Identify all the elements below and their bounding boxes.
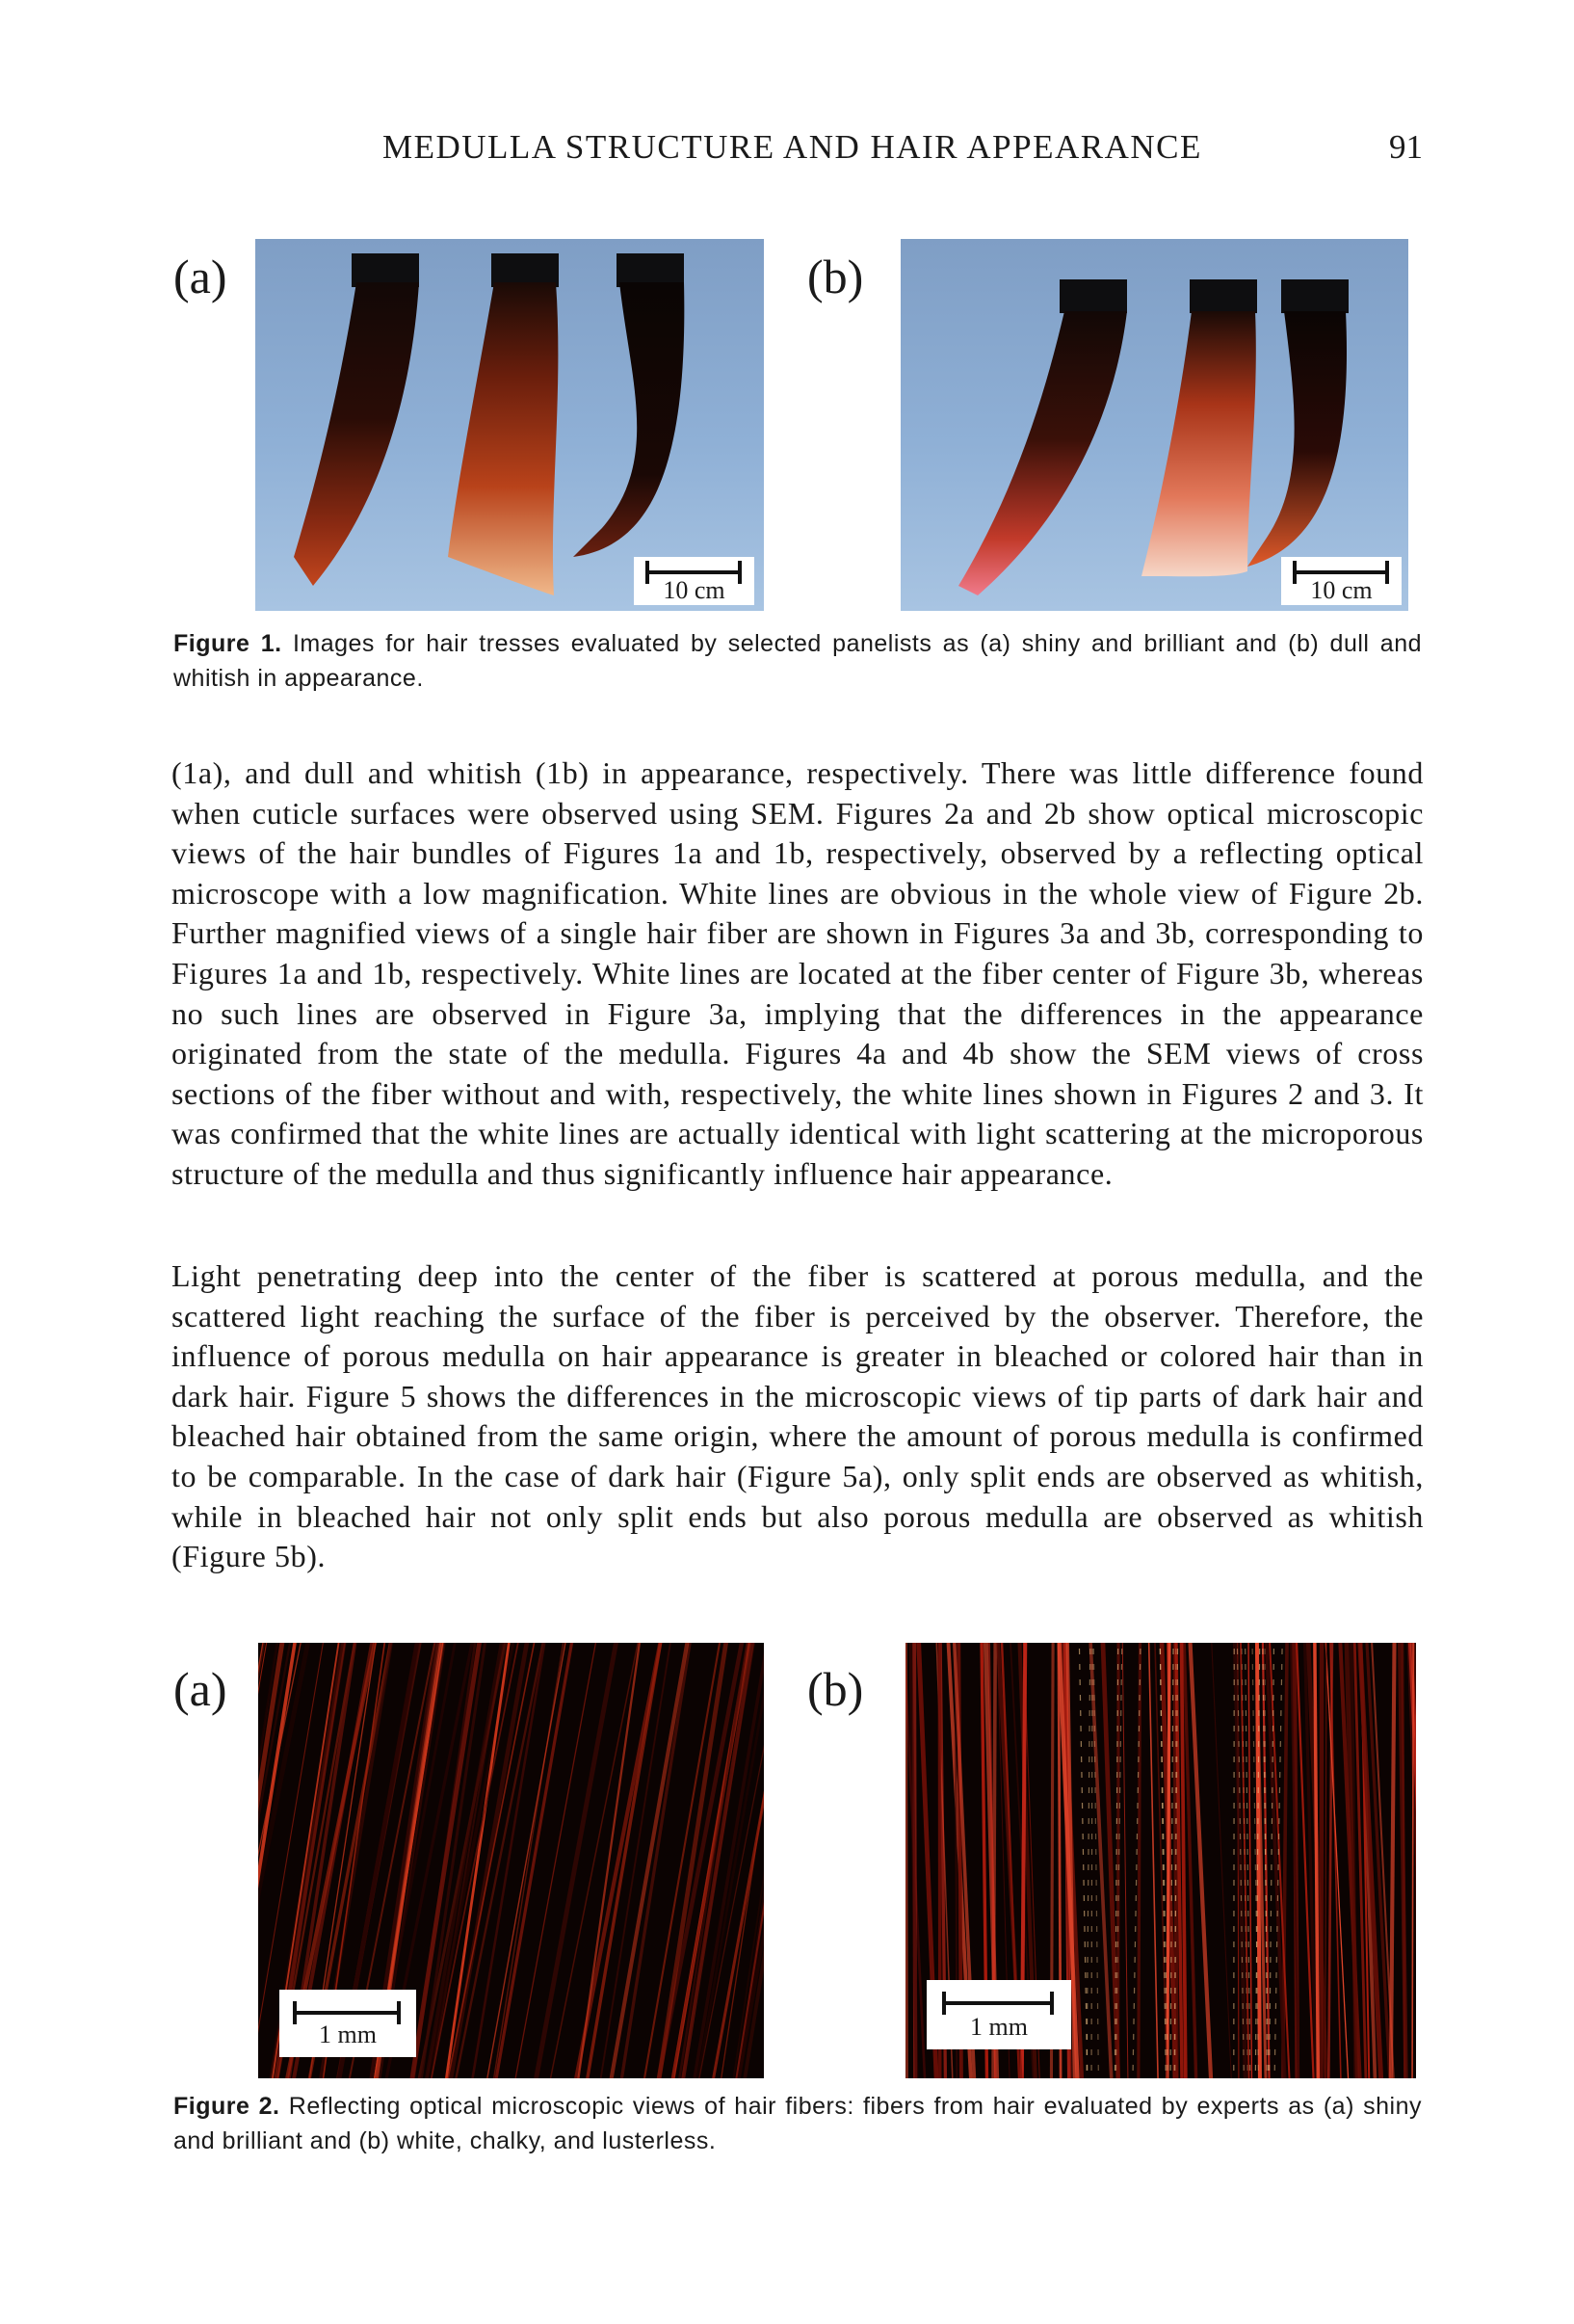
figure1-scale-b	[1281, 557, 1402, 605]
figure1-panel-b-label: (b)	[807, 250, 864, 304]
fiber-streak	[1400, 1643, 1405, 2078]
fiber-streak	[1139, 1643, 1141, 2078]
figure1-caption-label: Figure 1.	[173, 630, 282, 657]
fiber-streak	[1103, 1643, 1119, 2078]
scale-label: 1 mm	[970, 2013, 1028, 2041]
fiber-streak	[1211, 1643, 1231, 2078]
fiber-streak	[485, 1643, 567, 2078]
figure2-caption-label: Figure 2.	[173, 2093, 280, 2120]
hair-tresses-shiny-image	[255, 239, 764, 611]
fiber-streak	[1248, 1643, 1252, 2078]
page-number: 91	[1389, 128, 1423, 166]
figure2-caption-text: Reflecting optical microscopic views of hair fibers: fibers from hair evaluated by experts as (a) shiny and brilliant and (b) white, chalky, and lusterless.	[173, 2093, 1423, 2154]
figure1-caption	[173, 626, 1422, 696]
medulla-white-line	[1087, 1643, 1090, 2078]
figure1-scale-a	[634, 557, 754, 605]
figure2-scale-b	[927, 1980, 1071, 2049]
hair-tresses-dull-image	[901, 239, 1408, 611]
figure1-photo-a	[255, 239, 764, 611]
figure1-photo-b	[901, 239, 1408, 611]
body-paragraph-1: (1a), and dull and whitish (1b) in appearance, respectively. There was little difference found when cuticle surfaces were observed using SEM. Figures 2a and 2b show optical microscopic views of the hair bundles of Figures 1a and 1b, respectively, observed by a reflecting optical microscope with a low magnification. White lines are obvious in the whole view of Figure 2b. Further magnified views of a single hair fiber are shown in Figures 3a and 3b, corresponding to Figures 1a and 1b, respectively. White lines are located at the fiber center of Figure 3b, whereas no such lines are observed in Figure 3a, implying that the differences in the appearance originated from the state of the medulla. Figures 4a and 4b show the SEM views of cross sections of the fiber without and with, respectively, the white lines shown in Figures 2 and 3. It was confirmed that the white lines are actually identical with light scattering at the microporous structure of the medulla and thus significantly influence hair appearance.	[171, 755, 1424, 1191]
figure2-caption	[173, 2089, 1422, 2158]
fiber-streak	[1325, 1643, 1326, 2078]
figure2-scale-a	[279, 1990, 416, 2057]
body-paragraph-2: Light penetrating deep into the center of the fiber is scattered at porous medulla, and the scattered light reaching the surface of the fiber is perceived by the observer. Therefore, the influence of porous medulla on hair appearance is greater in bleached or colored hair than in dark hair. Figure 5 shows the differences in the microscopic views of tip parts of dark hair and bleached hair obtained from the same origin, where the amount of porous medulla is confirmed to be comparable. In the case of dark hair (Figure 5a), only split ends are observed as whitish, while in bleached hair not only split ends but also porous medulla are observed as whitish (Figure 5b).	[171, 1258, 1424, 1574]
fiber-streak	[906, 1643, 907, 2078]
fiber-streak	[1391, 1643, 1395, 2078]
scale-bar	[645, 570, 742, 574]
fiber-streak	[1167, 1643, 1169, 2078]
running-head	[382, 128, 1423, 171]
scale-bar	[293, 2011, 401, 2015]
fiber-streak	[1322, 1643, 1323, 2078]
fiber-streak	[599, 1643, 671, 2078]
scale-label: 10 cm	[1310, 576, 1373, 604]
figure2-panel-a-label: (a)	[173, 1662, 227, 1716]
scale-bar	[942, 2001, 1054, 2005]
running-title: MEDULLA STRUCTURE AND HAIR APPEARANCE	[382, 128, 1202, 166]
scale-label: 10 cm	[663, 576, 725, 604]
figure1-caption-text: Images for hair tresses evaluated by selected panelists as (a) shiny and brilliant and (b) dull and whitish in appearance.	[173, 630, 1423, 692]
scale-label: 1 mm	[319, 2020, 377, 2048]
fiber-streak	[1122, 1643, 1128, 2078]
fiber-streak	[535, 1643, 618, 2078]
figure2-panel-b-label: (b)	[807, 1662, 864, 1716]
fiber-streak	[549, 1643, 641, 2078]
figure1-panel-a-label: (a)	[173, 250, 227, 304]
scale-bar	[1293, 570, 1389, 574]
